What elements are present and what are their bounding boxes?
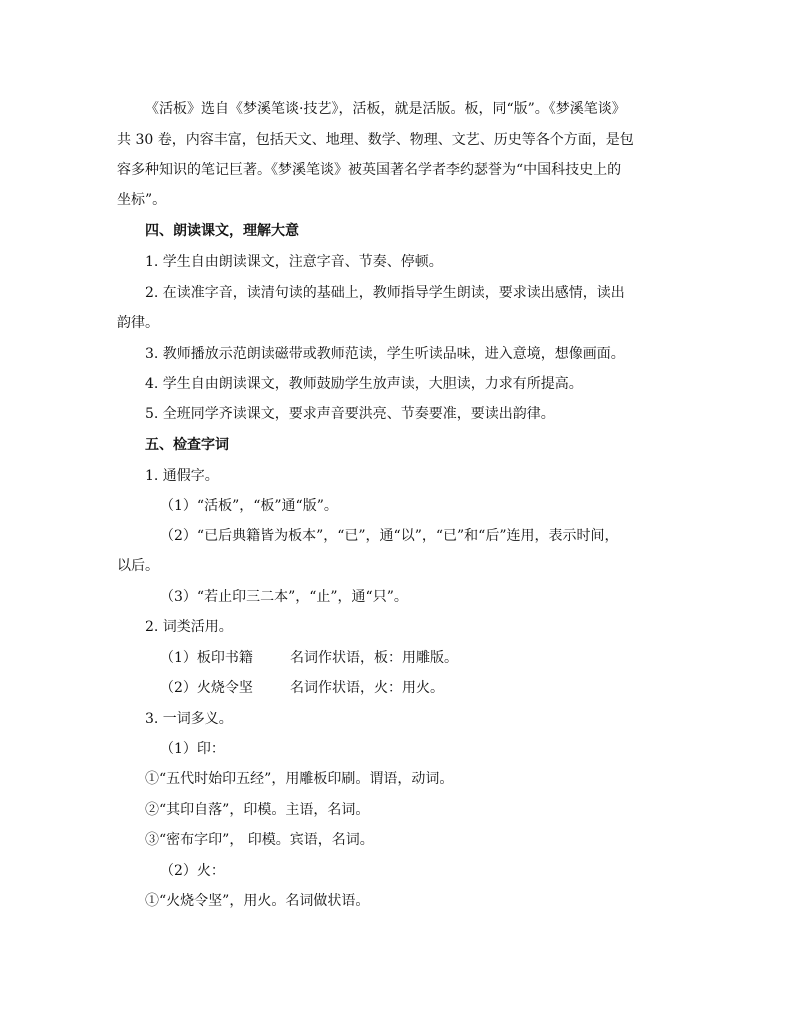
term: （1）板印书籍 [160,650,253,666]
intro-line-4: 坐标”。 [117,192,167,208]
section-5-sub-2-a [160,643,740,673]
section-5-sub-1-b-line-1: （2）“已后典籍皆为板本”，“已”，通“以”，“已”和“后”连用，表示时间， [160,528,619,544]
section-4-item-4: 4. 学生自由朗读课文，教师鼓励学生放声读，大胆读，力求有所提高。 [145,376,583,392]
section-4-item-2-line-1: 2. 在读准字音，读清句读的基础上，教师指导学生朗读，要求读出感情，读出 [145,285,625,301]
intro-line-1: 《活板》选自《梦溪笔谈·技艺》，活板，就是活版。板，同“版”。《梦溪笔谈》 [145,101,626,117]
section-5-sub-3-a: （1）印： [160,741,225,757]
intro-line-2: 共 30 卷，内容丰富，包括天文、地理、数学、物理、文艺、历史等各个方面，是包 [117,132,634,148]
section-5-sub-2: 2. 词类活用。 [145,619,233,635]
section-5-heading: 五、检查字词 [145,437,229,453]
section-5-sub-3: 3. 一词多义。 [145,711,233,727]
section-4-item-1: 1. 学生自由朗读课文，注意字音、节奏、停顿。 [145,254,443,270]
term: （2）火烧令坚 [160,680,253,696]
section-5-sub-2-b [160,673,740,703]
section-5-sub-1-a: （1）“活板”，“板”通“版”。 [160,498,338,514]
section-5-sub-3-a-1: ①“五代时始印五经”，用雕板印刷。谓语，动词。 [145,771,454,787]
section-5-sub-3-b-1: ①“火烧令坚”，用火。名词做状语。 [145,893,370,909]
section-5-sub-1: 1. 通假字。 [145,468,219,484]
section-5-sub-1-b-line-2: 以后。 [117,558,159,574]
section-5-sub-1-c: （3）“若止印三二本”，“止”，通“只”。 [160,589,408,605]
section-4-item-2-line-2: 韵律。 [117,315,159,331]
section-5-sub-3-a-3: ③“密布字印”， 印模。宾语，名词。 [145,832,374,848]
section-4-heading: 四、朗读课文，理解大意 [145,223,299,239]
section-4-item-3: 3. 教师播放示范朗读磁带或教师范读，学生听读品味，进入意境，想像画面。 [145,346,625,362]
section-4-item-5: 5. 全班同学齐读课文，要求声音要洪亮、节奏要准，要读出韵律。 [145,406,555,422]
term-description: 名词作状语，板：用雕版。 [290,650,458,666]
section-5-sub-3-a-2: ②“其印自落”，印模。主语，名词。 [145,802,370,818]
term-description: 名词作状语，火：用火。 [290,680,444,696]
intro-line-3: 容多种知识的笔记巨著。《梦溪笔谈》被英国著名学者李约瑟誉为“中国科技史上的 [117,162,622,178]
section-5-sub-3-b: （2）火： [160,863,225,879]
